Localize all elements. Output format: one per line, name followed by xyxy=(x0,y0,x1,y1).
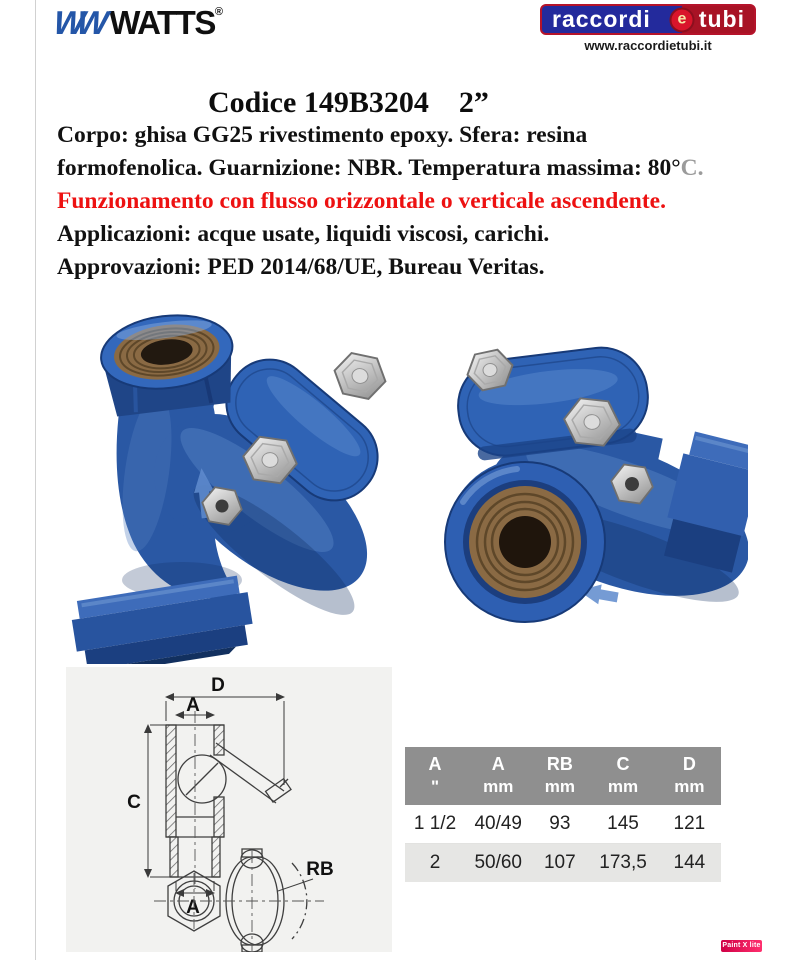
logo-e-circle-icon: e xyxy=(669,7,694,32)
table-cell: 173,5 xyxy=(599,852,647,873)
watts-logo-mark-icon: WW xyxy=(48,4,106,41)
raccordietubi-logo xyxy=(540,4,756,53)
table-cell: 50/60 xyxy=(474,852,522,873)
description-line xyxy=(57,185,767,218)
table-cell: 40/49 xyxy=(474,813,522,834)
description xyxy=(57,119,767,284)
table-cell: 93 xyxy=(549,813,571,834)
table-cell: 121 xyxy=(673,813,706,834)
description-text: Applicazioni: acque usate, liquidi viscosi, carichi. xyxy=(57,221,550,247)
registered-mark-icon: ® xyxy=(214,6,223,18)
table-row xyxy=(405,805,721,844)
table-row xyxy=(405,844,721,882)
description-line xyxy=(57,119,767,152)
top-port xyxy=(97,308,239,417)
product-photo-right-valve xyxy=(430,332,748,662)
side-section-view xyxy=(166,725,291,877)
table-cell: 145 xyxy=(607,813,639,834)
table-header-cell: A " xyxy=(428,754,442,796)
table-cell: 2 xyxy=(429,852,441,873)
table-cell: 144 xyxy=(673,852,706,873)
description-text: Funzionamento con flusso orizzontale o verticale ascendente. xyxy=(57,188,666,214)
watts-logo xyxy=(48,4,223,41)
dimension-diagram-panel xyxy=(66,667,392,952)
description-line xyxy=(57,218,767,251)
dim-label-c: C xyxy=(127,792,141,813)
website-url: www.raccordietubi.it xyxy=(584,38,712,53)
table-header-cell: A mm xyxy=(483,754,514,796)
table-cell: 1 1/2 xyxy=(413,813,457,834)
table-header-row xyxy=(405,747,721,805)
logo-text-raccordi: raccordi xyxy=(552,6,651,32)
dimensions-table xyxy=(405,747,721,882)
table-cell: 107 xyxy=(543,852,576,873)
dim-label-rb: RB xyxy=(306,859,334,880)
raccordietubi-logo-box xyxy=(540,4,756,35)
description-line xyxy=(57,152,767,185)
dim-label-a-bottom: A xyxy=(186,897,200,918)
right-port xyxy=(658,430,748,573)
logo-text-tubi: tubi xyxy=(698,6,745,32)
bottom-port xyxy=(69,574,257,664)
description-text: Corpo: ghisa GG25 rivestimento epoxy. Sfera: resina xyxy=(57,122,588,148)
table-header-cell: RB mm xyxy=(544,754,575,796)
table-header-cell: D mm xyxy=(674,754,705,796)
description-text: C. xyxy=(680,155,704,181)
page-edge-line xyxy=(35,0,36,960)
bolt-icon xyxy=(330,350,389,401)
front-port xyxy=(445,462,605,622)
description-line xyxy=(57,251,767,284)
page-title: Codice 149B3204 2” xyxy=(208,86,489,120)
description-text: formofenolica. Guarnizione: NBR. Temperatura massima: 80° xyxy=(57,155,681,181)
watermark-badge: Paint X lite xyxy=(721,940,762,952)
watts-logo-text: WATTS xyxy=(109,4,215,41)
dim-label-a-top: A xyxy=(186,695,200,716)
dimension-diagram xyxy=(66,667,392,952)
table-header-cell: C mm xyxy=(607,754,639,796)
description-text: Approvazioni: PED 2014/68/UE, Bureau Veritas. xyxy=(57,254,545,280)
dim-label-d: D xyxy=(211,675,225,696)
product-photo-left-valve xyxy=(62,292,430,664)
